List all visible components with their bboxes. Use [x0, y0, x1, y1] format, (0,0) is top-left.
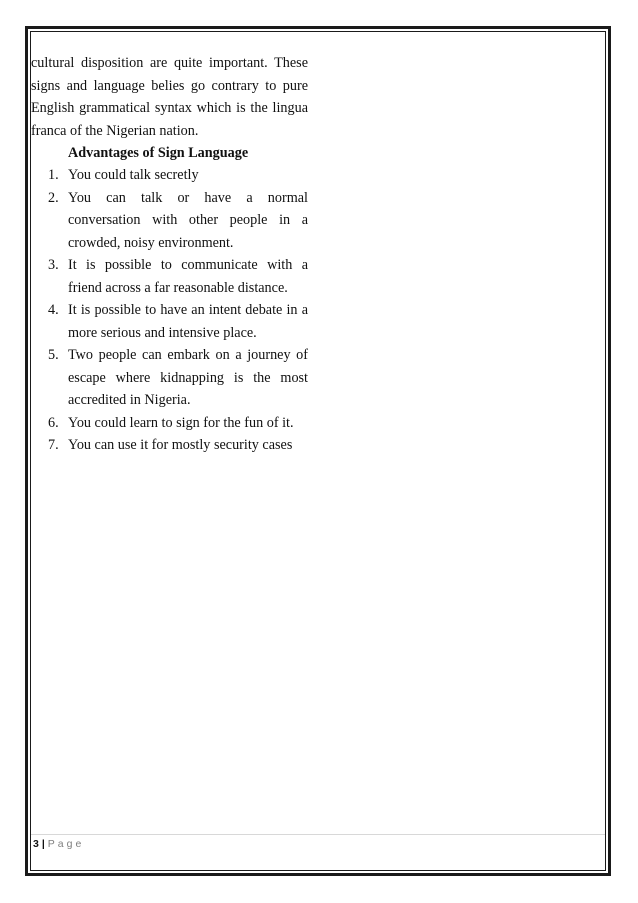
list-item-number: 4. [48, 302, 59, 318]
intro-paragraph: cultural disposition are quite important. These signs and language belies go contrary to pure English grammatical syntax which is the lingua franca of the Nigerian nation. [31, 55, 308, 139]
footer-separator: | [41, 838, 45, 850]
list-item-number: 1. [48, 167, 59, 183]
list-item-text: It is possible to have an intent debate in a more serious and intensive place. [68, 302, 308, 341]
list-item [31, 254, 308, 299]
list-item-number: 6. [48, 414, 59, 431]
list-item [31, 164, 308, 187]
list-item-number: 2. [48, 189, 59, 206]
advantages-list [31, 164, 308, 457]
section-heading: Advantages of Sign Language [68, 145, 249, 161]
list-item-text: You could learn to sign for the fun of it. [68, 414, 294, 431]
list-item-text: Two people can embark on a journey of escape where kidnapping is the most accredited in Nigeria. [68, 347, 308, 408]
list-item [31, 412, 308, 435]
list-item-text: You could talk secretly [68, 167, 199, 183]
list-item [31, 299, 308, 344]
list-item-text: You can talk or have a normal conversation with other people in a crowded, noisy environment. [68, 189, 308, 251]
list-item [31, 344, 308, 412]
list-item-number: 3. [48, 257, 59, 273]
page-number: 3 [33, 838, 39, 850]
list-item-text: You can use it for mostly security cases [68, 437, 293, 453]
list-item-number: 7. [48, 437, 59, 453]
list-item-text: It is possible to communicate with a friend across a far reasonable distance. [68, 257, 308, 296]
page-footer [33, 837, 84, 851]
footer-divider [31, 834, 605, 835]
list-item-number: 5. [48, 347, 59, 363]
list-item [31, 187, 308, 255]
text-column [31, 52, 308, 457]
list-item [31, 434, 308, 457]
page-label: Page [47, 838, 85, 850]
